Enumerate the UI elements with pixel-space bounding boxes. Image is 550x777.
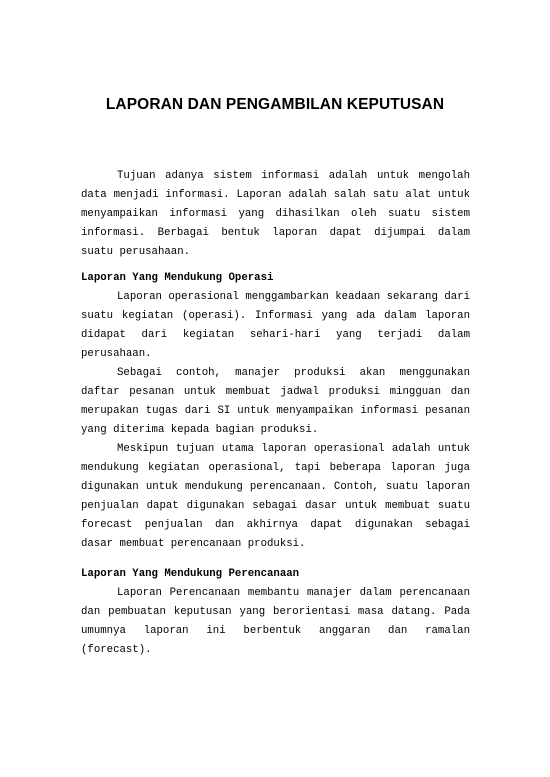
intro-paragraph: Tujuan adanya sistem informasi adalah untuk mengolah data menjadi informasi. Laporan adalah salah satu alat untuk menyampaikan informasi yang dihasilkan oleh suatu sistem informasi. Berbagai bentuk laporan dapat dijumpai dalam suatu perusahaan. [81, 170, 470, 258]
section-paragraph: Laporan Perencanaan membantu manajer dalam perencanaan dan pembuatan keputusan yang berorientasi masa datang. Pada umumnya laporan ini berbentuk anggaran dan ramalan (forecast). [81, 587, 470, 656]
document-title: LAPORAN DAN PENGAMBILAN KEPUTUSAN [105, 96, 445, 113]
section-paragraph: Laporan operasional menggambarkan keadaan sekarang dari suatu kegiatan (operasi). Informasi yang ada dalam laporan didapat dari kegiatan sehari-hari yang terjadi dalam perusahaan. [81, 291, 470, 360]
section-heading: Laporan Yang Mendukung Operasi [81, 272, 274, 284]
section-perencanaan [81, 565, 470, 660]
section-heading: Laporan Yang Mendukung Perencanaan [81, 568, 300, 580]
section-operasi [81, 269, 470, 554]
section-paragraph: Sebagai contoh, manajer produksi akan menggunakan daftar pesanan untuk membuat jadwal produksi mingguan dan merupakan tugas dari SI untuk menyampaikan informasi pesanan yang diterima kepada bagian produksi. [81, 367, 470, 436]
intro-section [81, 167, 470, 262]
section-paragraph: Meskipun tujuan utama laporan operasional adalah untuk mendukung kegiatan operasional, tapi beberapa laporan juga digunakan untuk mendukung perencanaan. Contoh, suatu laporan penjualan dapat digunakan sebagai dasar untuk membuat suatu forecast penjualan dan akhirnya dapat digunakan sebagai dasar membuat perencanaan produksi. [81, 443, 470, 550]
